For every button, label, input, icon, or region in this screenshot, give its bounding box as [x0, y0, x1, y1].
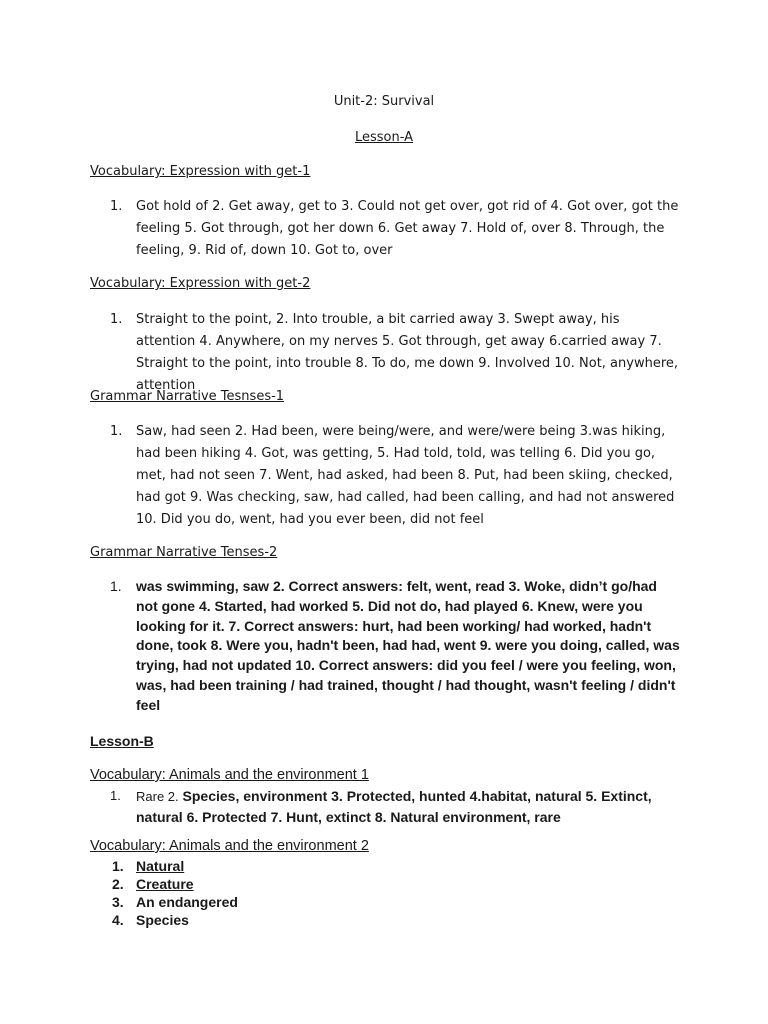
answer-list-item: [110, 421, 680, 531]
section-heading-vocab-get-1: Vocabulary: Expression with get-1: [90, 164, 311, 179]
list-item: [112, 875, 238, 893]
lesson-b-heading: Lesson-B: [90, 733, 154, 749]
answer-text: Saw, had seen 2. Had been, were being/were, and were/were being 3.was hiking, had been hiking 4. Got, was getting, 5. Had told, told, was telling 6. Did you go, met, had not seen 7. Went, had asked, had been 8. Put, had been skiing, checked, had got 9. Was checking, saw, had called, had been calling, and had not answered 10. Did you do, went, had you ever been, did not feel: [136, 424, 675, 527]
list-number: 4.: [112, 912, 124, 928]
answer-list-item: [110, 577, 680, 716]
list-number: 1.: [110, 312, 123, 327]
list-item: [112, 857, 238, 875]
answer-list-item: [110, 196, 680, 262]
answer-text: Got hold of 2. Get away, get to 3. Could not get over, got rid of 4. Got over, got the feeling 5. Got through, got her down 6. Get away 7. Hold of, over 8. Through, the feeling, 9. Rid of, down 10. Got to, over: [136, 199, 679, 258]
section-heading-grammar-1: Grammar Narrative Tesnses-1: [90, 389, 285, 404]
section-heading-animals-2: Vocabulary: Animals and the environment 2: [90, 838, 369, 854]
list-number: 1.: [110, 424, 123, 439]
answer-text: Species, environment 3. Protected, hunted 4.habitat, natural 5. Extinct, natural 6. Protected 7. Hunt, extinct 8. Natural environment, rare: [136, 788, 652, 825]
answer-text: Straight to the point, 2. Into trouble, a bit carried away 3. Swept away, his attention 4. Anywhere, on my nerves 5. Got through, get away 6.carried away 7. Straight to the point, into trouble 8. To do, me down 9. Involved 10. Not, anywhere, attention: [136, 312, 679, 393]
list-item-text: Species: [136, 912, 189, 928]
list-item: [112, 911, 238, 929]
section-heading-grammar-2: Grammar Narrative Tenses-2: [90, 545, 278, 560]
list-number: 1.: [110, 199, 123, 214]
answer-lead: Rare 2.: [136, 789, 179, 804]
section-heading-animals-1: Vocabulary: Animals and the environment 1: [90, 767, 369, 783]
list-item-text: Natural: [136, 858, 185, 874]
list-item: [112, 893, 238, 911]
list-item-text: An endangered: [136, 894, 238, 910]
list-number: 1.: [110, 578, 122, 594]
answer-text: was swimming, saw 2. Correct answers: felt, went, read 3. Woke, didn’t go/had not gone 4. Started, had worked 5. Did not do, had played 6. Knew, were you looking for it. 7. Correct answers: hurt, had been working/ had worked, hadn't done, took 8. Were you, hadn't been, had had, went 9. were you doing, called, was trying, had not updated 10. Correct answers: did you feel / were you feeling, won, was, had been training / had trained, thought / had thought, wasn't feeling / didn't feel: [136, 578, 680, 713]
lesson-a-heading: Lesson-A: [354, 130, 414, 145]
numbered-list: [112, 857, 238, 929]
list-number: 1.: [110, 788, 121, 803]
section-heading-vocab-get-2: Vocabulary: Expression with get-2: [90, 276, 311, 291]
answer-list-item: [110, 786, 680, 827]
list-number: 2.: [112, 876, 124, 892]
list-item-text: Creature: [136, 876, 194, 892]
unit-title: Unit-2: Survival: [333, 94, 435, 109]
list-number: 3.: [112, 894, 124, 910]
answer-list-item: [110, 309, 680, 397]
list-number: 1.: [112, 858, 124, 874]
